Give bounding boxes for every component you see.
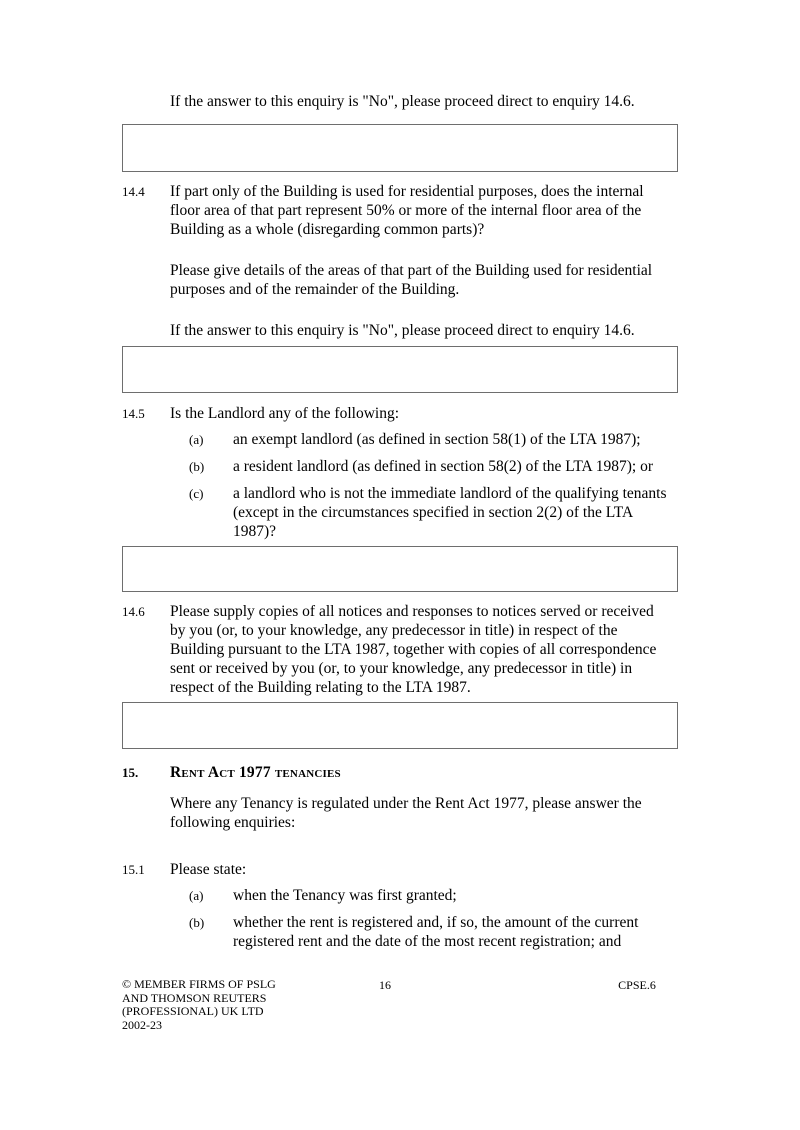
list-item-label: (a) — [189, 432, 204, 447]
section-title: Rent Act 1977 tenancies — [170, 764, 341, 781]
enquiry-body — [170, 860, 678, 951]
enquiry-14-4 — [122, 182, 678, 340]
section-15-heading — [122, 763, 678, 782]
enquiry-number: 14.4 — [122, 184, 145, 199]
enquiry-lead: Is the Landlord any of the following: — [170, 405, 400, 422]
list-item-label: (b) — [189, 459, 205, 474]
list-item-text: an exempt landlord (as defined in section 58(1) of the LTA 1987); — [233, 431, 641, 448]
list-item-c — [170, 484, 678, 541]
list-item-label: (c) — [189, 486, 204, 501]
enquiry-14-5 — [122, 404, 678, 541]
list-item-text: a resident landlord (as defined in section 58(2) of the LTA 1987); or — [233, 458, 654, 475]
enquiry-body — [170, 182, 678, 340]
answer-box-3[interactable] — [122, 546, 678, 592]
list-item-a — [170, 430, 678, 449]
answer-box-2[interactable] — [122, 346, 678, 393]
list-item-text: a landlord who is not the immediate landlord of the qualifying tenants (except in the circumstances specified in section 2(2) of the LTA 1987)? — [233, 485, 667, 540]
answer-box-1[interactable] — [122, 124, 678, 172]
enquiry-body — [170, 404, 678, 541]
page-content — [122, 92, 678, 951]
enquiry-paragraph: If part only of the Building is used for residential purposes, does the internal floor area of that part represent 50% or more of the internal floor area of the Building as a whole (disregarding common parts)? — [170, 183, 644, 238]
doc-code: CPSE.6 — [618, 978, 656, 992]
enquiry-number: 15.1 — [122, 862, 145, 877]
copyright-notice: © MEMBER FIRMS OF PSLG AND THOMSON REUTERS (PROFESSIONAL) UK LTD 2002-23 — [122, 977, 276, 1032]
list-item-b — [170, 913, 678, 951]
enquiry-lead: Please state: — [170, 861, 247, 878]
page-footer — [122, 978, 678, 1032]
enquiry-number: 14.5 — [122, 406, 145, 421]
enquiry-body — [170, 602, 678, 697]
continuation-note: If the answer to this enquiry is "No", please proceed direct to enquiry 14.6. — [170, 93, 635, 110]
list-item-label: (a) — [189, 888, 204, 903]
answer-box-4[interactable] — [122, 702, 678, 749]
list-item-text: when the Tenancy was first granted; — [233, 887, 457, 904]
enquiry-paragraph: Please give details of the areas of that part of the Building used for residential purposes and of the remainder of the Building. — [170, 262, 653, 298]
enquiry-paragraph: Please supply copies of all notices and responses to notices served or received by you (or, to your knowledge, any predecessor in title) in respect of the Building pursuant to the LTA 1987, together with copies of all correspondence sent or received by you (or, to your knowledge, any predecessor in title) in respect of the Building relating to the LTA 1987. — [170, 603, 657, 696]
list-item-a — [170, 886, 678, 905]
list-item-label: (b) — [189, 915, 205, 930]
enquiry-14-6 — [122, 602, 678, 697]
page-number: 16 — [379, 978, 391, 992]
enquiry-paragraph: If the answer to this enquiry is "No", please proceed direct to enquiry 14.6. — [170, 322, 635, 339]
list-item-text: whether the rent is registered and, if so, the amount of the current registered rent and the date of the most recent registration; and — [233, 914, 639, 950]
enquiry-number: 14.6 — [122, 604, 145, 619]
section-number: 15. — [122, 765, 139, 780]
section-intro: Where any Tenancy is regulated under the Rent Act 1977, please answer the following enquiries: — [170, 795, 642, 831]
enquiry-15-1 — [122, 860, 678, 951]
list-item-b — [170, 457, 678, 476]
